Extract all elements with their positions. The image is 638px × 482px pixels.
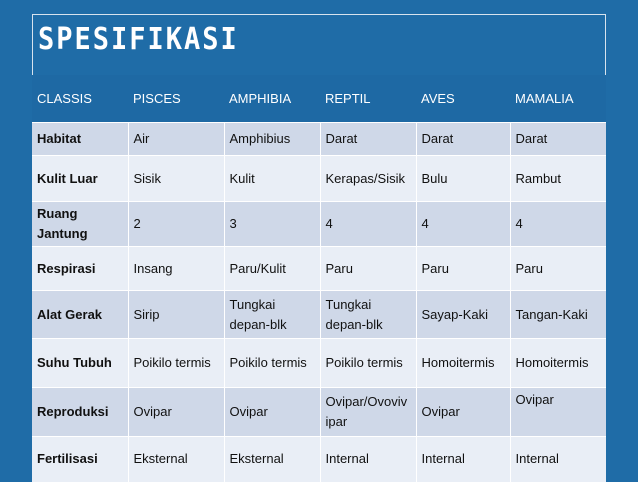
- row-label: Respirasi: [32, 247, 128, 291]
- table-cell: Paru: [320, 247, 416, 291]
- table-header-row: [32, 75, 606, 123]
- table-cell: Paru/Kulit: [224, 247, 320, 291]
- header-reptil: REPTIL: [320, 75, 416, 123]
- header-classis: CLASSIS: [32, 75, 128, 123]
- row-label: Alat Gerak: [32, 291, 128, 339]
- row-label: Suhu Tubuh: [32, 339, 128, 388]
- table-cell: Insang: [128, 247, 224, 291]
- table-row: [32, 123, 606, 156]
- table-row: [32, 388, 606, 437]
- table-cell: Amphibius: [224, 123, 320, 156]
- table-cell: Tangan-Kaki: [510, 291, 606, 339]
- table-cell: Kulit: [224, 156, 320, 202]
- table-row: [32, 339, 606, 388]
- table-cell: Sirip: [128, 291, 224, 339]
- table-cell: Ovipar: [510, 388, 606, 437]
- table-row: [32, 156, 606, 202]
- table-cell: Ovipar: [224, 388, 320, 437]
- table-row: [32, 202, 606, 247]
- table-cell: Poikilo termis: [224, 339, 320, 388]
- table-cell: Air: [128, 123, 224, 156]
- row-label: Reproduksi: [32, 388, 128, 437]
- table-cell: Internal: [510, 437, 606, 482]
- table-cell: Internal: [416, 437, 510, 482]
- table-row: [32, 291, 606, 339]
- table-row: [32, 437, 606, 482]
- table-cell: Paru: [416, 247, 510, 291]
- table-cell: Tungkai depan-blk: [224, 291, 320, 339]
- header-pisces: PISCES: [128, 75, 224, 123]
- classification-table: [32, 75, 606, 482]
- table-cell: Ovipar: [128, 388, 224, 437]
- table-cell: Eksternal: [224, 437, 320, 482]
- table-cell: 4: [510, 202, 606, 247]
- table-cell: Rambut: [510, 156, 606, 202]
- table-cell: Darat: [510, 123, 606, 156]
- table-cell: Ovipar/Ovovivipar: [320, 388, 416, 437]
- table-cell: 4: [416, 202, 510, 247]
- table-cell: Poikilo termis: [128, 339, 224, 388]
- table-cell: 2: [128, 202, 224, 247]
- header-amphibia: AMPHIBIA: [224, 75, 320, 123]
- header-aves: AVES: [416, 75, 510, 123]
- table-row: [32, 247, 606, 291]
- header-mamalia: MAMALIA: [510, 75, 606, 123]
- slide-title: SPESIFIKASI: [38, 22, 239, 57]
- table-cell: Ovipar: [416, 388, 510, 437]
- table-cell: Sayap-Kaki: [416, 291, 510, 339]
- row-label: Habitat: [32, 123, 128, 156]
- table-cell: 3: [224, 202, 320, 247]
- table-cell: Homoitermis: [510, 339, 606, 388]
- table-cell: Kerapas/Sisik: [320, 156, 416, 202]
- table-cell: Darat: [320, 123, 416, 156]
- table-cell: Bulu: [416, 156, 510, 202]
- table-cell: Homoitermis: [416, 339, 510, 388]
- table-cell: Paru: [510, 247, 606, 291]
- table-cell: Tungkai depan-blk: [320, 291, 416, 339]
- table-cell: 4: [320, 202, 416, 247]
- table-cell: Darat: [416, 123, 510, 156]
- table-cell: Sisik: [128, 156, 224, 202]
- table-cell: Internal: [320, 437, 416, 482]
- table-cell: Poikilo termis: [320, 339, 416, 388]
- row-label: Kulit Luar: [32, 156, 128, 202]
- row-label: Ruang Jantung: [32, 202, 128, 247]
- row-label: Fertilisasi: [32, 437, 128, 482]
- table-cell: Eksternal: [128, 437, 224, 482]
